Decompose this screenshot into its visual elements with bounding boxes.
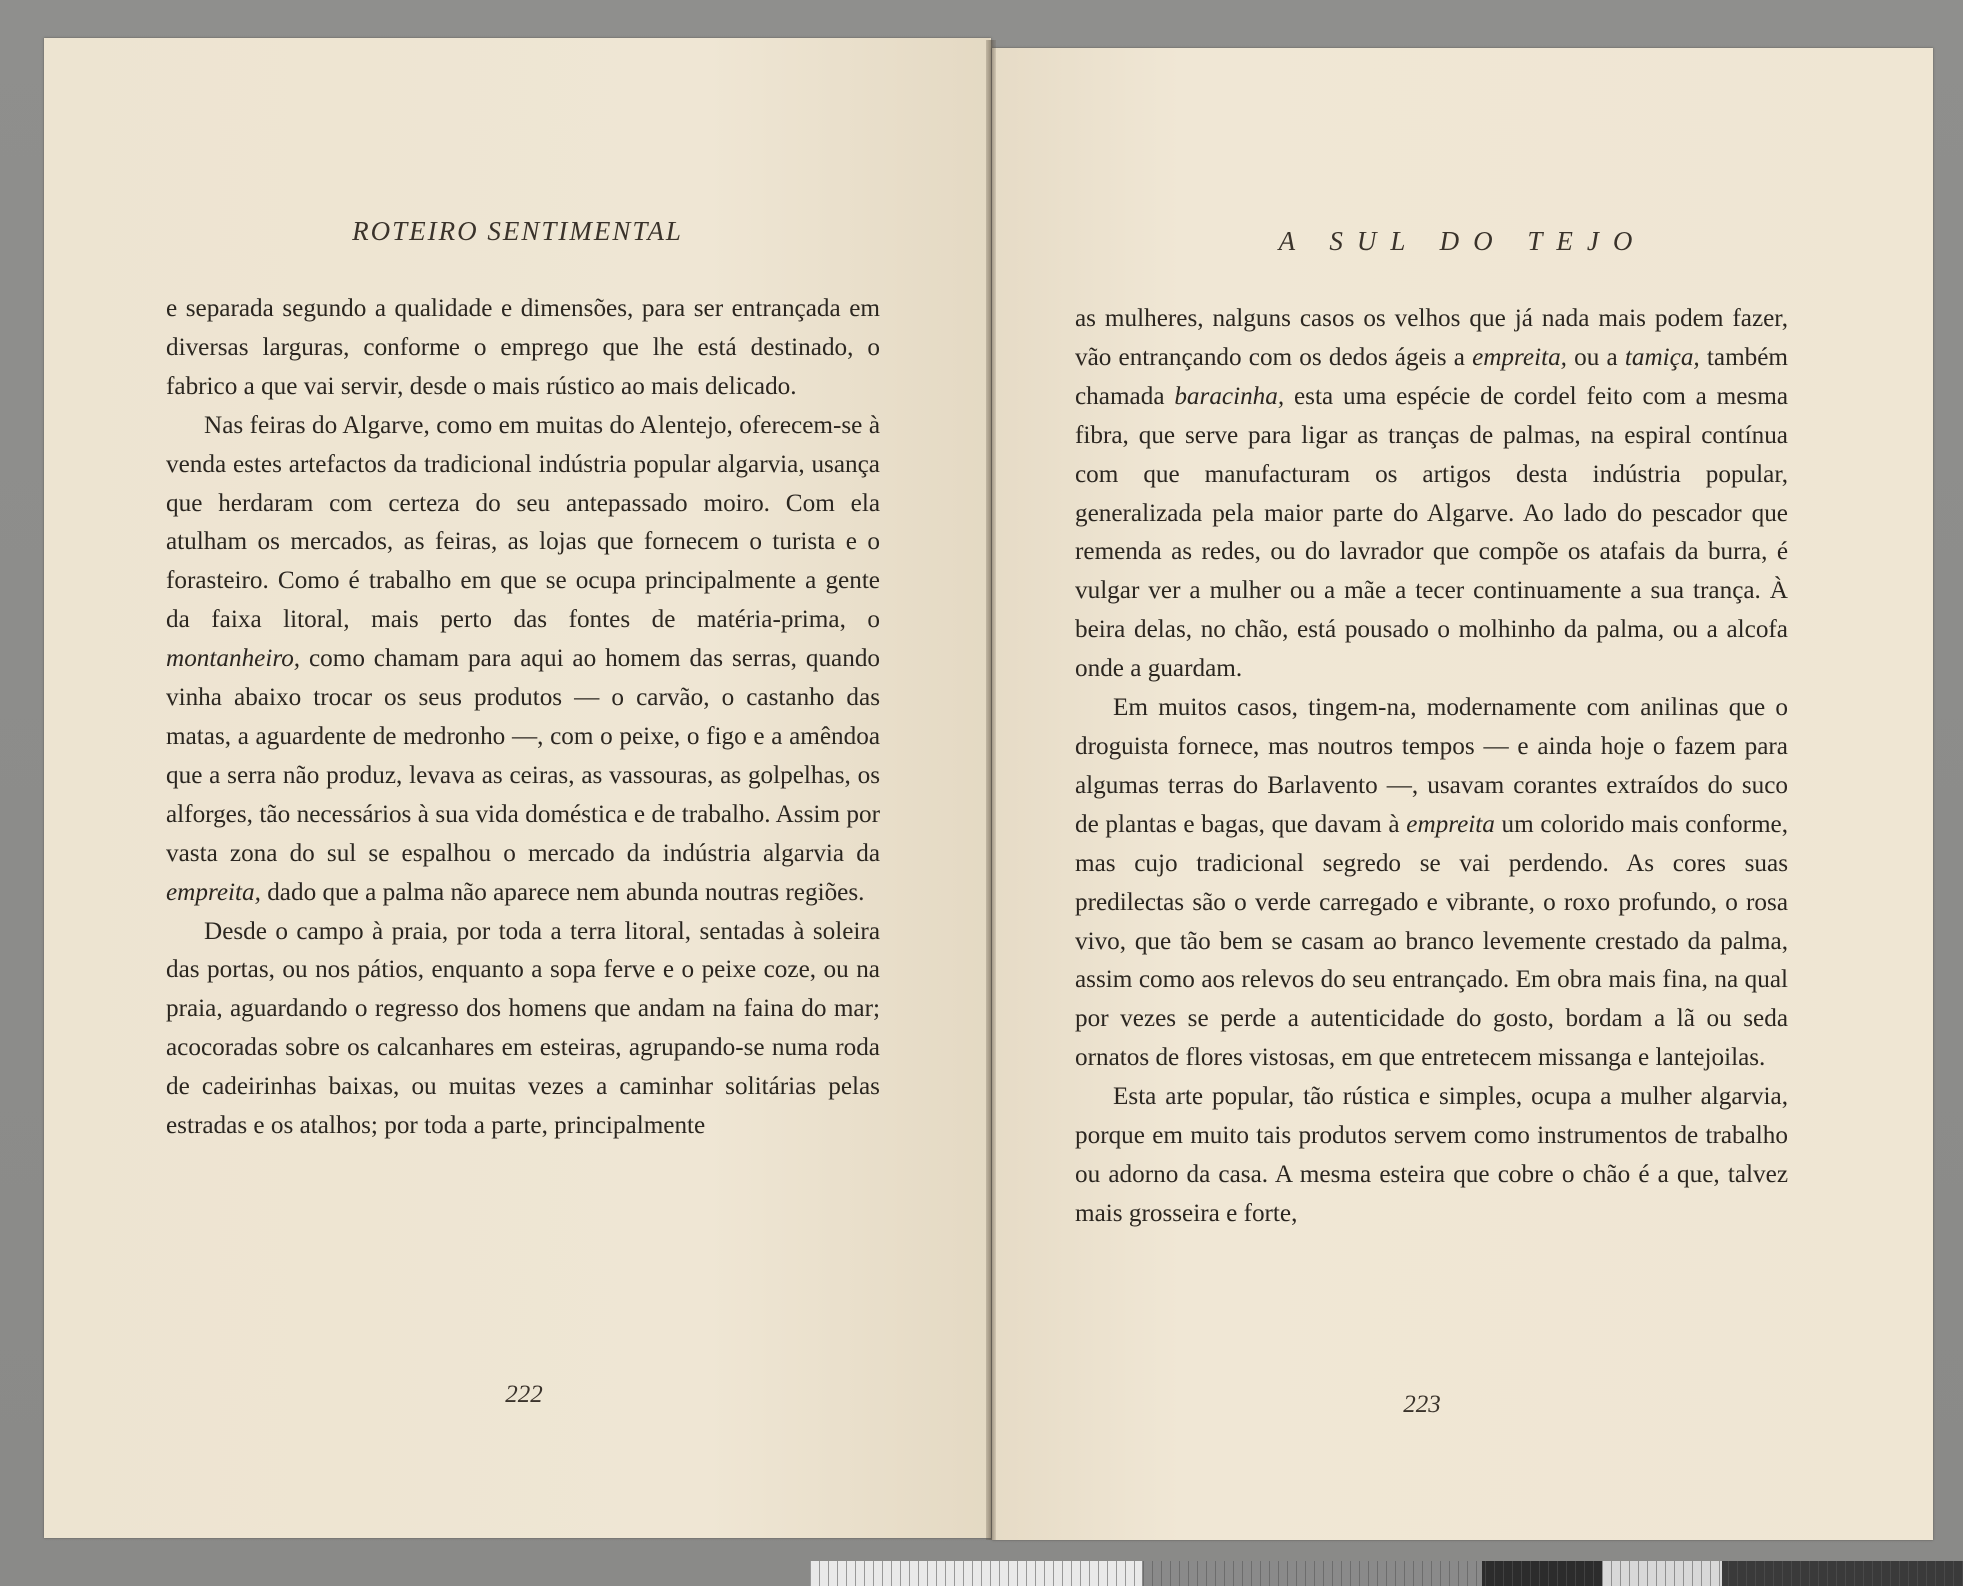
page-number-left: 222: [505, 1381, 543, 1408]
paragraph: Nas feiras do Algarve, como em muitas do Alentejo, oferecem-se à venda estes artefactos da tradicional indústria popular algarvia, usança que herdaram com certeza do seu antepassado moiro. Com ela atulham os mercados, as feiras, as lojas que fornecem o turista e o forasteiro. Como é trabalho em que se ocupa principalmente a gente da faixa litoral, mais perto das fontes de matéria-prima, o montanheiro, como chamam para aqui ao homem das serras, quando vinha abaixo trocar os seus produtos — o carvão, o castanho das matas, a aguardente de medronho —, com o peixe, o figo e a amêndoa que a serra não produz, levava as ceiras, as vassouras, as golpelhas, os alforges, tão necessários à sua vida doméstica e de trabalho. Assim por vasta zona do sul se espalhou o mercado da indústria algarvia da empreita, dado que a palma não aparece nem abunda noutras regiões.: [166, 411, 881, 906]
left-page: [44, 38, 991, 1538]
paragraph: as mulheres, nalguns casos os velhos que já nada mais podem fazer, vão entrançando com os dedos ágeis a empreita, ou a tamiça, também chamada baracinha, esta uma espécie de cordel feito com a mesma fibra, que serve para ligar as tranças de palmas, na espiral contínua com que manufacturam os artigos desta indústria popular, generalizada pela maior parte do Algarve. Ao lado do pescador que remenda as redes, ou do lavrador que compõe os atafais da burra, é vulgar ver a mulher ou a mãe a tecer continuamente a sua trança. À beira delas, no chão, está pousado o molhinho da palma, ou a alcofa onde a guardam.: [1075, 305, 1789, 683]
right-page-text: [1075, 300, 1788, 1234]
paragraph: Em muitos casos, tingem-na, modernamente com anilinas que o droguista fornece, mas noutros tempos — e ainda hoje o fazem para algumas terras do Barlavento —, usavam corantes extraídos do suco de plantas e bagas, que davam à empreita um colorido mais conforme, mas cujo tradicional segredo se vai perdendo. As cores suas predilectas são o verde carregado e vibrante, o roxo profundo, o rosa vivo, que tão bem se casam ao branco levemente crestado da palma, assim como aos relevos do seu entrançado. Em obra mais fina, na qual por vezes se perde a autenticidade do gosto, bordam a lã ou seda ornatos de flores vistosas, em que entretecem missanga e lantejoilas.: [1075, 694, 1789, 1072]
book-gutter: [986, 40, 996, 1540]
italic-term: baracinha,: [1174, 382, 1285, 410]
running-head-left: ROTEIRO SENTIMENTAL: [352, 216, 683, 246]
paragraph: Esta arte popular, tão rústica e simples, ocupa a mulher algarvia, porque em muito tais produtos servem como instrumentos de trabalho ou adorno da casa. A mesma esteira que cobre o chão é a que, talvez mais grosseira e forte,: [1075, 1083, 1788, 1227]
running-head-right: A SUL DO TEJO: [1278, 226, 1647, 256]
paragraph: e separada segundo a qualidade e dimensões, para ser entrançada em diversas larguras, conforme o emprego que lhe está destinado, o fabrico a que vai servir, desde o mais rústico ao mais delicado.: [166, 295, 880, 400]
italic-term: empreita: [1406, 810, 1495, 838]
paragraph: Desde o campo à praia, por toda a terra litoral, sentadas à soleira das portas, ou nos pátios, enquanto a sopa ferve e o peixe coze, ou na praia, aguardando o regresso dos homens que andam na faina do mar; acocoradas sobre os calcanhares em esteiras, agrupando-se numa roda de cadeirinhas baixas, ou muitas vezes a caminhar solitárias pelas estradas e os atalhos; por toda a parte, principalmente: [166, 917, 880, 1140]
italic-term: empreita,: [1472, 343, 1567, 371]
italic-term: tamiça,: [1624, 343, 1700, 371]
italic-term: montanheiro,: [166, 645, 301, 673]
page-number-right: 223: [1403, 1391, 1441, 1418]
left-page-text: [166, 290, 880, 1146]
ruler-ticks: [810, 1561, 1963, 1586]
scale-ruler: [810, 1561, 1963, 1586]
italic-term: empreita,: [166, 878, 261, 906]
right-page: [992, 48, 1933, 1540]
